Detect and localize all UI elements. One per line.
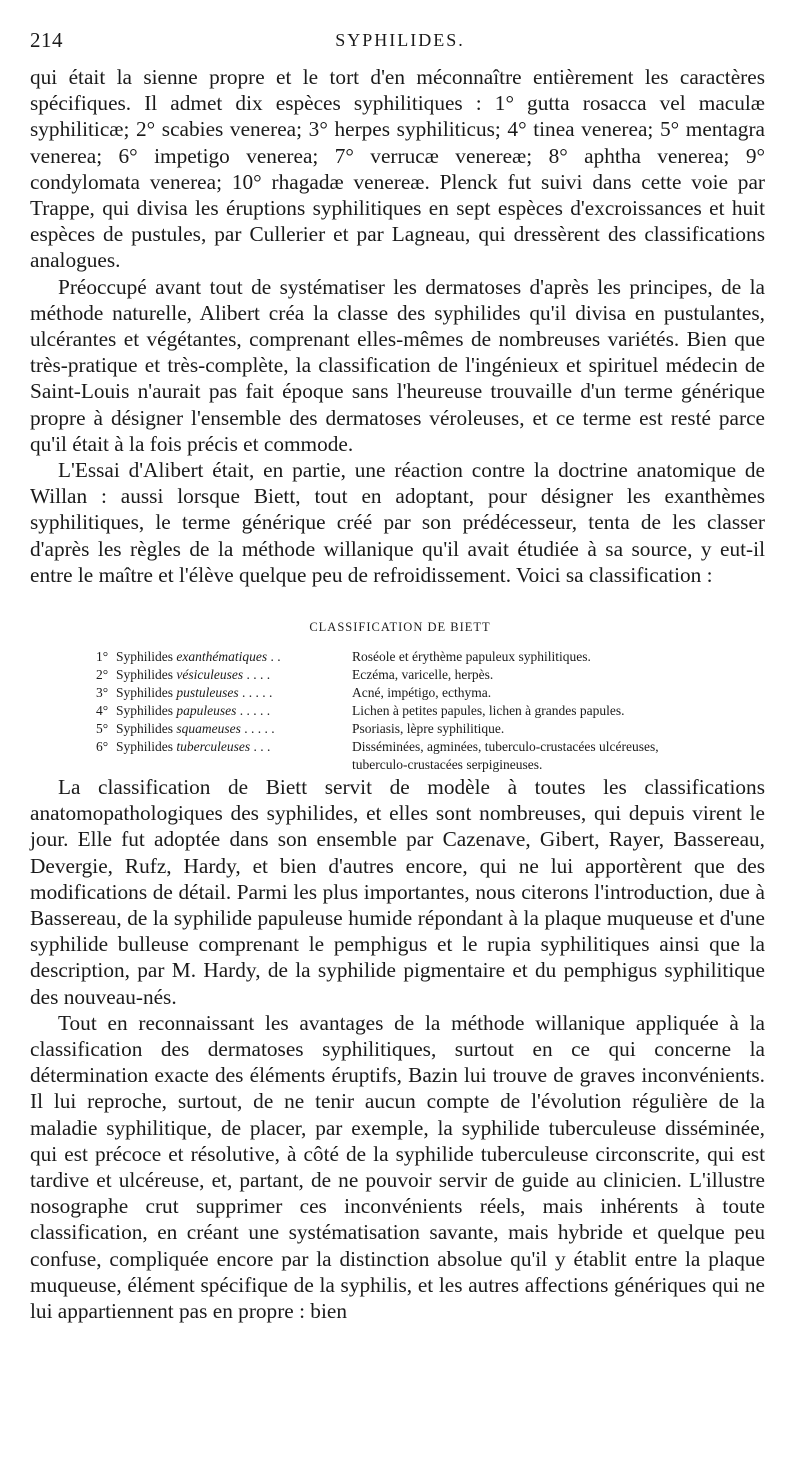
row-genus: Syphilides bbox=[116, 703, 174, 718]
row-type: tuberculeuses bbox=[176, 739, 251, 754]
running-title: SYPHILIDES. bbox=[335, 30, 465, 50]
body-text-top bbox=[30, 64, 765, 588]
paragraph: Préoccupé avant tout de systématiser les dermatoses d'après les principes, de la méthode naturelle, Alibert créa la classe des syphilides qu'il divisa en pustulantes, ulcérantes et végétantes, comprenant elles-mêmes de nombreuses variétés. Bien que très-pratique et très-complète, la classification de l'ingénieux et spirituel médecin de Saint-Louis n'aurait pas fait époque sans l'heureuse trouvaille d'un terme générique propre à désigner l'ensemble des dermatoses véroleuses, et ce terme est resté parce qu'il était à la fois précis et commode. bbox=[30, 274, 765, 456]
table-row bbox=[96, 648, 716, 666]
row-genus: Syphilides bbox=[116, 721, 174, 736]
row-leader: . . . . . bbox=[239, 703, 271, 718]
row-number: 6° bbox=[96, 739, 109, 754]
paragraph: L'Essai d'Alibert était, en partie, une réaction contre la doctrine anatomique de Willan : aussi lorsque Biett, tout en adoptant, pour désigner les exanthèmes syphilitiques, le terme générique créé par son prédécesseur, tenta de les classer d'après les règles de la méthode willanique qu'il avait étudiée à sa source, y eut-il entre le maître et l'élève quelque peu de refroidissement. Voici sa classification : bbox=[30, 458, 765, 587]
row-forms: Eczéma, varicelle, herpès. bbox=[352, 667, 494, 682]
classification-table bbox=[96, 648, 716, 774]
classification-title: CLASSIFICATION DE BIETT bbox=[309, 620, 491, 634]
body-text-bottom bbox=[30, 774, 765, 1324]
row-type: papuleuses bbox=[176, 703, 237, 718]
paragraph: La classification de Biett servit de modèle à toutes les classifications anatomopathologiques des syphilides, et elles sont nombreuses, qui depuis virent le jour. Elle fut adoptée dans son ensemble par Cazenave, Gibert, Rayer, Bassereau, Devergie, Rufz, Hardy, et bien d'autres encore, qui ne lui apportèrent que des modifications de détail. Parmi les plus importantes, nous citerons l'introduction, due à Bassereau, de la syphilide papuleuse humide répondant à la plaque muqueuse et d'une syphilide bulleuse comprenant le pemphigus et le rupia syphilitiques ainsi que la description, par M. Hardy, de la syphilide pigmentaire et du pemphigus syphilitique des nouveau-nés. bbox=[30, 775, 765, 1009]
row-forms: Disséminées, agminées, tuberculo-crustacées ulcéreuses, tuberculo-crustacées serpigineuses. bbox=[352, 739, 659, 772]
row-forms: Lichen à petites papules, lichen à grandes papules. bbox=[352, 703, 625, 718]
row-leader: . . bbox=[270, 649, 281, 664]
table-row bbox=[96, 738, 716, 774]
row-genus: Syphilides bbox=[116, 649, 174, 664]
row-number: 4° bbox=[96, 703, 109, 718]
table-row bbox=[96, 720, 716, 738]
row-genus: Syphilides bbox=[116, 667, 174, 682]
row-leader: . . . bbox=[253, 739, 271, 754]
row-forms: Roséole et érythème papuleux syphilitiques. bbox=[352, 649, 591, 664]
row-type: vésiculeuses bbox=[176, 667, 244, 682]
row-number: 3° bbox=[96, 685, 109, 700]
row-number: 5° bbox=[96, 721, 109, 736]
row-forms: Psoriasis, lèpre syphilitique. bbox=[352, 721, 505, 736]
row-number: 2° bbox=[96, 667, 109, 682]
row-leader: . . . . . bbox=[244, 721, 275, 736]
table-row bbox=[96, 702, 716, 720]
row-leader: . . . . . bbox=[242, 685, 273, 700]
row-genus: Syphilides bbox=[116, 685, 174, 700]
row-forms: Acné, impétigo, ecthyma. bbox=[352, 685, 492, 700]
row-number: 1° bbox=[96, 649, 109, 664]
paragraph: qui était la sienne propre et le tort d'en méconnaître entièrement les caractères spécifiques. Il admet dix espèces syphilitiques : 1° gutta rosacca vel maculæ syphiliticæ; 2° scabies venerea; 3° herpes syphiliticus; 4° tinea venerea; 5° mentagra venerea; 6° impetigo venerea; 7° verrucæ venereæ; 8° aphtha venerea; 9° condylomata venerea; 10° rhagadæ venereæ. Plenck fut suivi dans cette voie par Trappe, qui divisa les éruptions syphilitiques en sept espèces d'excroissances et huit espèces de pustules, par Cullerier et par Lagneau, qui dressèrent des classifications analogues. bbox=[30, 65, 765, 273]
table-row bbox=[96, 666, 716, 684]
paragraph: Tout en reconnaissant les avantages de la méthode willanique appliquée à la classification des dermatoses syphilitiques, surtout en ce qui concerne la détermination exacte des éléments éruptifs, Bazin lui trouve de graves inconvénients. Il lui reproche, surtout, de ne tenir aucun compte de l'évolution régulière de la maladie syphilitique, de placer, par exemple, la syphilide tuberculeuse disséminée, qui est précoce et résolutive, à côté de la syphilide tuberculeuse circonscrite, qui est tardive et ulcéreuse, et, partant, de ne pouvoir servir de guide au clinicien. L'illustre nosographe crut supprimer ces inconvénients réels, mais inhérents à toute classification, en créant une systématisation savante, mais hybride et quelque peu confuse, compliquée encore par la distinction absolue qu'il y établit entre la plaque muqueuse, élément spécifique de la syphilis, et les autres affections génériques qui ne lui appartiennent pas en propre : bien bbox=[30, 1010, 765, 1324]
row-genus: Syphilides bbox=[116, 739, 174, 754]
row-type: exanthématiques bbox=[176, 649, 268, 664]
row-type: squameuses bbox=[176, 721, 241, 736]
row-type: pustuleuses bbox=[176, 685, 239, 700]
page-header bbox=[30, 28, 770, 58]
table-row bbox=[96, 684, 716, 702]
page-number: 214 bbox=[30, 28, 63, 52]
row-leader: . . . . bbox=[246, 667, 271, 682]
